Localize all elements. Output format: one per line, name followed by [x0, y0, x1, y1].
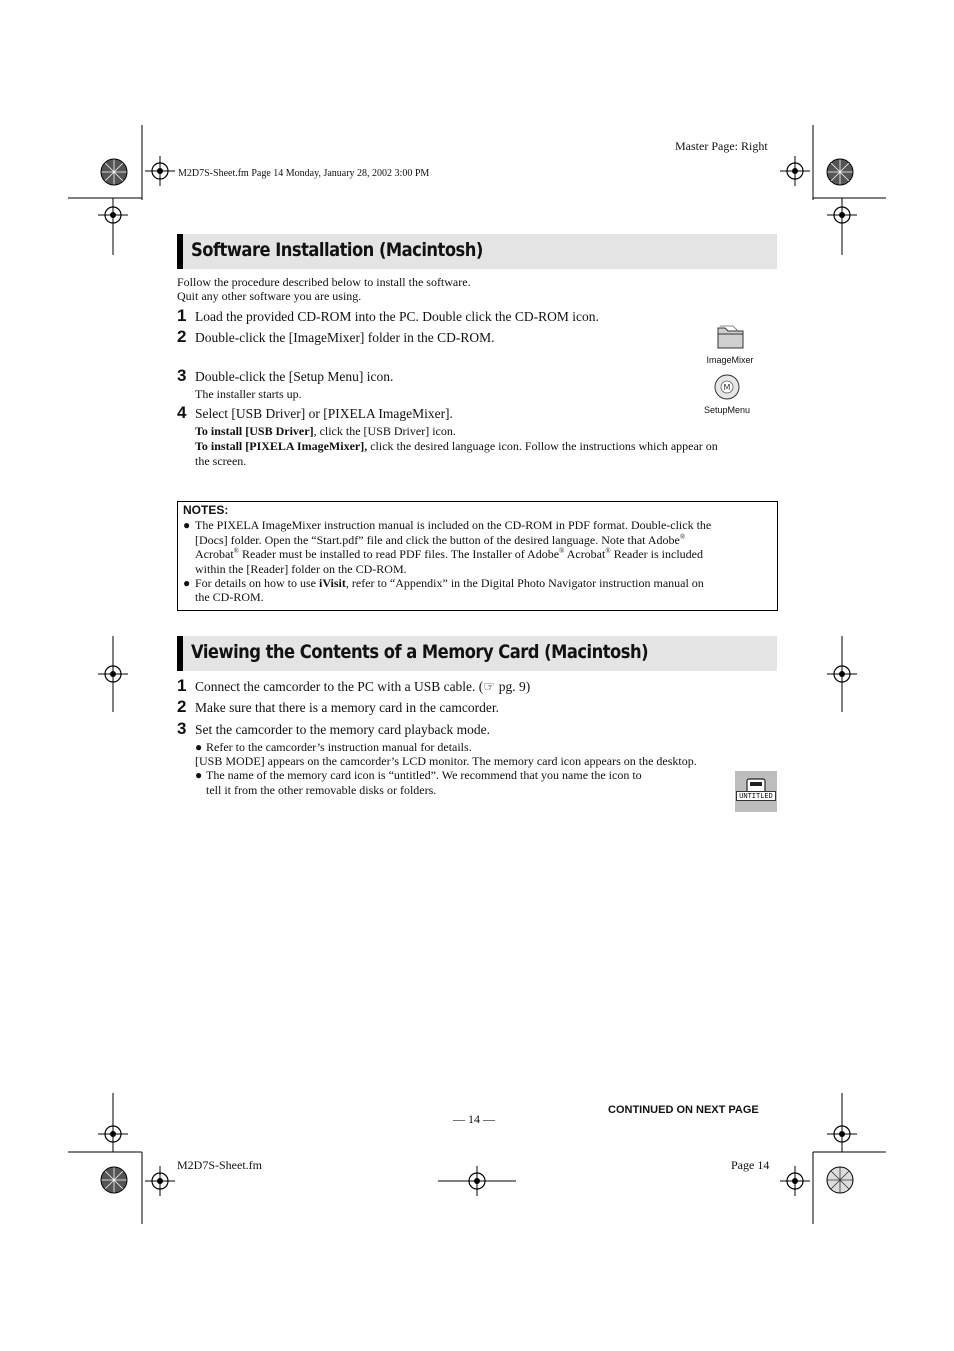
step-number: 1 [177, 676, 187, 695]
registration-target-icon [145, 1166, 175, 1196]
page-number: — 14 — [453, 1112, 495, 1126]
registered-mark: ® [559, 547, 565, 555]
note-text: within the [Reader] folder on the CD-ROM. [195, 562, 407, 576]
master-page-label: Master Page: Right [675, 139, 768, 153]
note-text [195, 576, 704, 591]
svg-text:M: M [723, 383, 731, 392]
registration-target-icon [780, 156, 810, 186]
notes-heading: NOTES: [183, 503, 229, 517]
registration-target-icon [98, 659, 128, 689]
step-text: Set the camcorder to the memory card playback mode. [195, 722, 491, 737]
bullet-icon: ● [183, 576, 191, 590]
section-heading-memory-card [177, 636, 777, 671]
step-text: Load the provided CD-ROM into the PC. Double click the CD-ROM icon. [195, 309, 599, 324]
setupmenu-icon[interactable] [700, 374, 754, 415]
registration-target-icon [98, 200, 128, 230]
heading-accent-bar [177, 234, 183, 269]
step-text: Double-click the [ImageMixer] folder in the CD-ROM. [195, 330, 495, 345]
step-subtext: The installer starts up. [195, 387, 302, 401]
note-text: , refer to “Appendix” in the Digital Photo Navigator instruction manual on [345, 576, 704, 590]
star-target-icon [100, 1166, 128, 1194]
note-text: Reader must be installed to read PDF files. The Installer of Adobe [238, 547, 560, 561]
folder-icon [703, 322, 757, 350]
sub-text: tell it from the other removable disks or folders. [206, 783, 437, 797]
pixela-instruction-cont: the screen. [195, 454, 247, 468]
sub-text: Refer to the camcorder’s instruction manual for details. [206, 740, 472, 754]
section-title: Software Installation (Macintosh) [191, 239, 483, 261]
step-number: 3 [177, 719, 187, 738]
imagemixer-folder-icon[interactable] [703, 322, 757, 365]
file-info-header: M2D7S-Sheet.fm Page 14 Monday, January 28, 2002 3:00 PM [178, 168, 430, 179]
step-text: Connect the camcorder to the PC with a USB cable. (☞ pg. 9) [195, 679, 531, 694]
step-number: 4 [177, 403, 187, 422]
section-title: Viewing the Contents of a Memory Card (Macintosh) [191, 641, 649, 663]
sub-text: [USB MODE] appears on the camcorder’s LCD monitor. The memory card icon appears on the desktop. [195, 754, 697, 768]
icon-label: SetupMenu [703, 405, 751, 415]
note-text: Acrobat [564, 547, 606, 561]
registration-target-icon [827, 200, 857, 230]
note-text: For details on how to use [195, 576, 319, 590]
note-text: [Docs] folder. Open the “Start.pdf” file and click the button of the desired language. Note that Adobe [195, 533, 680, 547]
bold-label: To install [PIXELA ImageMixer], [195, 439, 368, 453]
step-text: Double-click the [Setup Menu] icon. [195, 369, 394, 384]
intro-text: Follow the procedure described below to install the software. [177, 275, 471, 289]
bullet-icon: ● [183, 518, 191, 532]
instruction-text: click the desired language icon. Follow the instructions which appear on [367, 439, 718, 453]
intro-text: Quit any other software you are using. [177, 289, 362, 303]
star-target-icon [100, 158, 128, 186]
continued-label: CONTINUED ON NEXT PAGE [608, 1104, 759, 1116]
footer-page-label: Page 14 [731, 1158, 770, 1172]
step-text: Make sure that there is a memory card in the camcorder. [195, 700, 500, 715]
registered-mark: ® [679, 533, 686, 541]
registration-target-icon [145, 156, 175, 186]
step-text: Select [USB Driver] or [PIXELA ImageMixer]. [195, 406, 453, 421]
bullet-icon: ● [195, 740, 203, 754]
step-number: 2 [177, 697, 187, 716]
registered-mark: ® [605, 547, 611, 555]
note-text [195, 533, 685, 548]
star-target-icon [826, 158, 854, 186]
bold-term: iVisit [319, 576, 346, 590]
usb-driver-instruction [195, 424, 456, 439]
heading-accent-bar [177, 636, 183, 671]
untitled-disk-icon[interactable] [735, 771, 777, 812]
note-text: Acrobat [195, 547, 234, 561]
pixela-instruction [195, 439, 718, 454]
note-text: the CD-ROM. [195, 590, 264, 604]
bullet-icon: ● [195, 768, 203, 782]
note-text [195, 547, 703, 562]
registration-target-icon [827, 659, 857, 689]
registered-mark: ® [233, 547, 239, 555]
registration-target-icon [438, 1166, 516, 1196]
step-number: 2 [177, 327, 187, 346]
step-number: 1 [177, 306, 187, 325]
registration-target-icon [827, 1119, 857, 1149]
instruction-text: , click the [USB Driver] icon. [313, 424, 456, 438]
footer-file-name: M2D7S-Sheet.fm [177, 1158, 262, 1172]
step-number: 3 [177, 366, 187, 385]
registration-target-icon [780, 1166, 810, 1196]
note-text: The PIXELA ImageMixer instruction manual is included on the CD-ROM in PDF format. Double-click the [195, 518, 712, 532]
section-heading-software-installation [177, 234, 777, 269]
cd-disc-icon [700, 374, 754, 400]
icon-label: ImageMixer [706, 355, 754, 365]
registration-target-icon [98, 1119, 128, 1149]
sub-text: The name of the memory card icon is “untitled”. We recommend that you name the icon to [206, 768, 642, 782]
note-text: Reader is included [610, 547, 703, 561]
star-target-icon [826, 1166, 854, 1194]
icon-label: UNTITLED [736, 791, 776, 801]
bold-label: To install [USB Driver] [195, 424, 314, 438]
